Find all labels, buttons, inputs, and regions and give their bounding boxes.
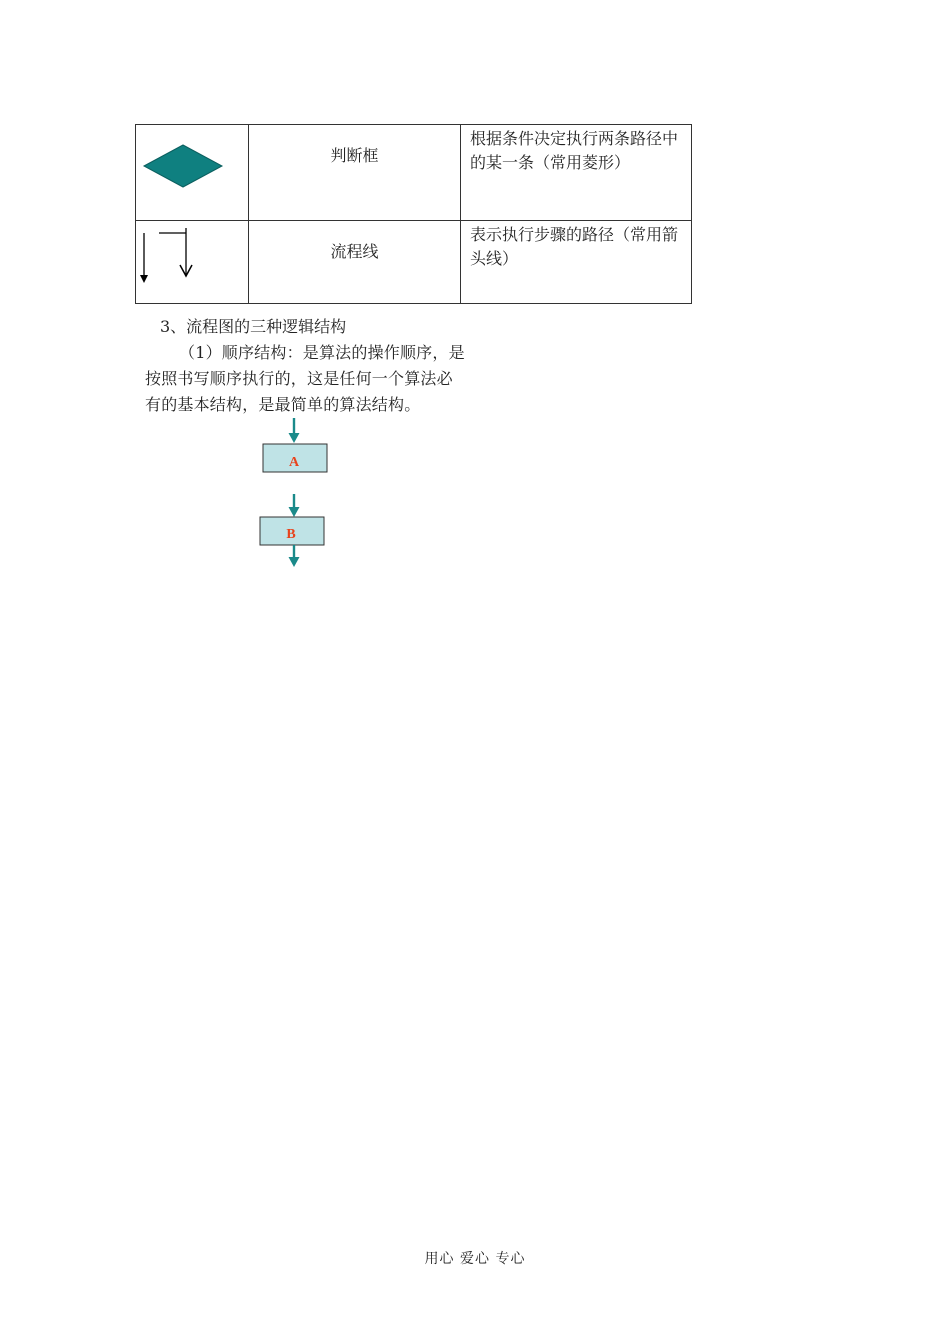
symbol-name: 判断框 — [330, 146, 379, 165]
sequence-structure-diagram — [250, 416, 350, 576]
symbol-description-cell — [461, 125, 692, 221]
section-paragraph: （1）顺序结构：是算法的操作顺序，是按照书写顺序执行的，这是任何一个算法必有的基本结构，是最简单的算法结构。 — [145, 343, 465, 414]
symbol-description: 根据条件决定执行两条路径中的某一条（常用菱形） — [470, 129, 679, 172]
page-footer: 用心 爱心 专心 — [424, 1251, 526, 1267]
section-heading: 3、流程图的三种逻辑结构 — [160, 317, 347, 336]
symbol-cell — [136, 221, 249, 304]
symbol-description-cell — [461, 221, 692, 304]
table-row — [136, 125, 692, 221]
flowchart-symbol-table — [135, 124, 692, 304]
process-box-a-label: A — [288, 455, 300, 470]
symbol-description: 表示执行步骤的路径（常用箭头线） — [470, 225, 679, 268]
symbol-name-cell — [249, 221, 461, 304]
decision-diamond-icon — [136, 125, 248, 213]
arrow-mid-head — [289, 507, 300, 517]
process-box-b-label: B — [286, 527, 296, 542]
table-row — [136, 221, 692, 304]
symbol-cell — [136, 125, 249, 221]
arrow-out-head — [289, 557, 300, 567]
arrow-in-head — [289, 433, 300, 443]
section-body — [145, 314, 465, 418]
symbol-name: 流程线 — [330, 242, 379, 261]
symbol-name-cell — [249, 125, 461, 221]
flow-arrow-icon — [136, 221, 248, 296]
